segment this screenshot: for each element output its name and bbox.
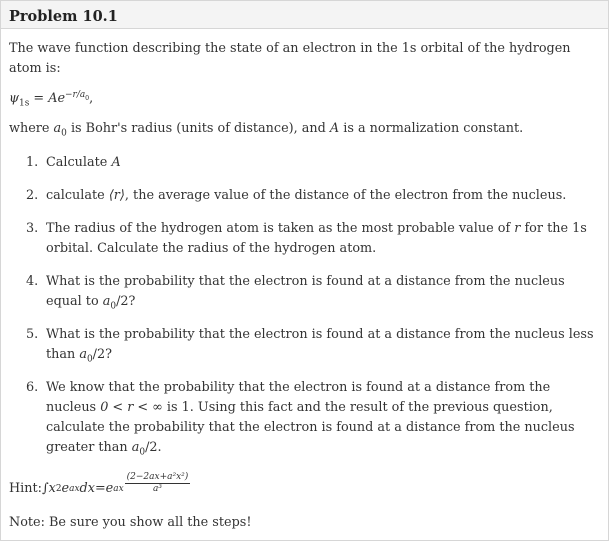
intro-paragraph: The wave function describing the state of an electron in the 1s orbital of the hydrogen atom is: (9, 41, 571, 76)
hint-line: Hint: ∫ x 2 e ax dx = e ax $\frac{\text{(2−2ax+a²x²)}}{\text{a³}}$ (9, 471, 189, 496)
list-item: 1. Calculate A (26, 155, 121, 170)
problem-title: Problem 10.1 (9, 8, 118, 25)
list-item: 4. What is the probability that the electron is found at a distance from the nucleus equal to $a_0/2$? (26, 274, 565, 312)
where-paragraph: where $a_0$ is Bohr's radius (units of distance), and A is a normalization constant. (9, 121, 524, 139)
wavefunction-equation: $\psi_{1s} = Ae^{-r/a_0}$, (9, 89, 94, 109)
question-list (9, 153, 600, 458)
list-item: 6. We know that the probability that the electron is found at a distance from the nucleus 0 < r < ∞ is 1. Using this fact and the result of the previous question, calculate the probability that the electron is found at a distance from the nucleus greater than $a_0/2$. (26, 380, 575, 458)
problem-header (1, 1, 608, 29)
list-item: 3. The radius of the hydrogen atom is taken as the most probable value of r for the 1s orbital. Calculate the radius of the hydrogen atom. (26, 221, 587, 256)
list-item: 5. What is the probability that the electron is found at a distance from the nucleus less than $a_0/2$? (26, 327, 594, 365)
list-item: 2. calculate ⟨r⟩, the average value of the distance of the electron from the nucleus. (26, 188, 567, 203)
note-text: Note: Be sure you show all the steps! (9, 515, 252, 530)
problem-body (1, 39, 608, 533)
hint-fraction: $\frac{\text{(2−2ax+a²x²)}}{\text{a³}}$ (126, 471, 189, 494)
